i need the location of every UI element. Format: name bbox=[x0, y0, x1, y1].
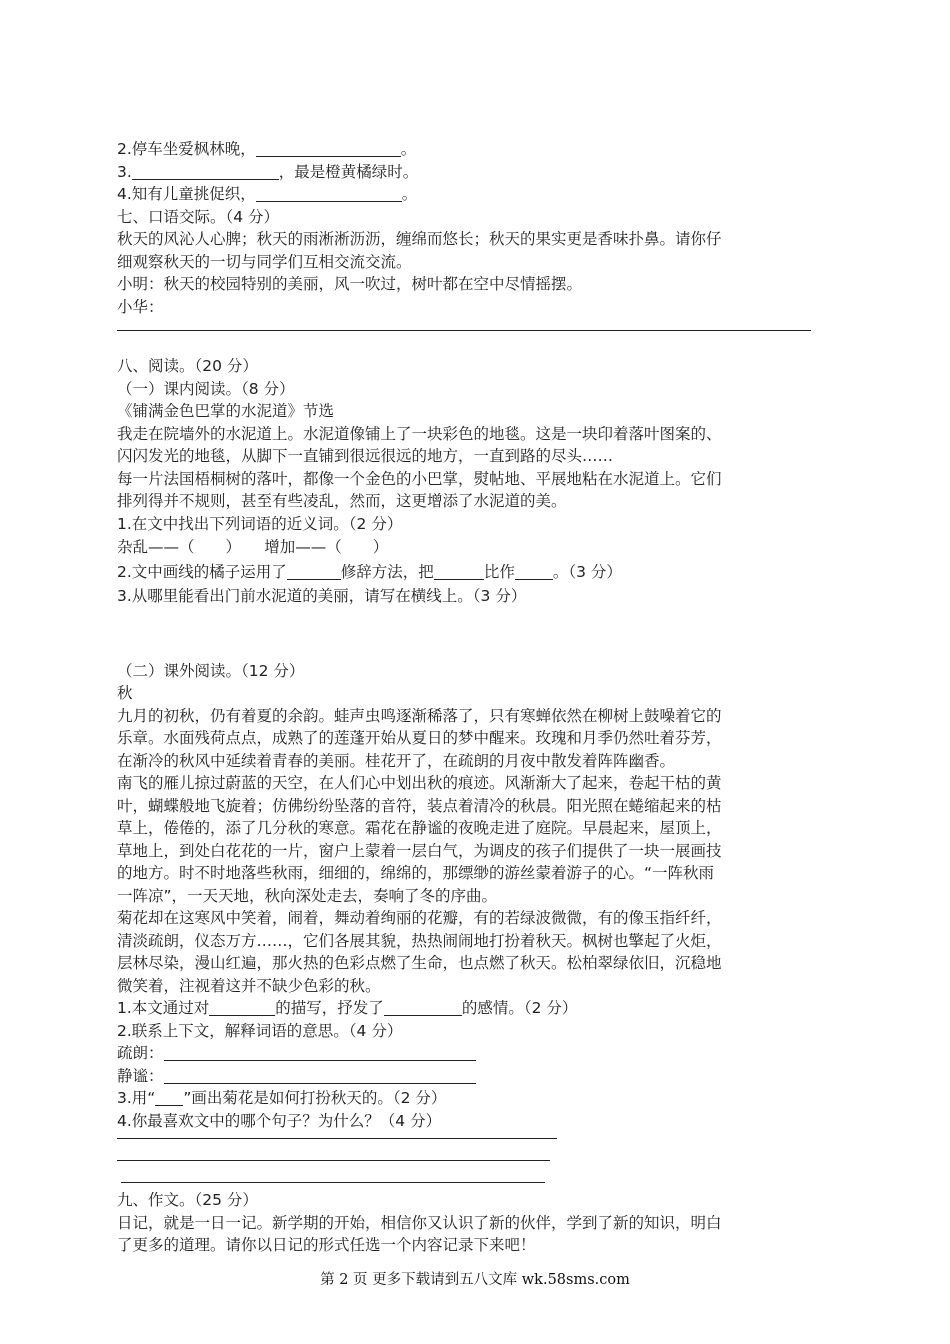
section8-title: 八、阅读。（20 分） bbox=[117, 357, 258, 375]
passage-line: 南飞的雁儿掠过蔚蓝的天空，在人们心中划出秋的痕迹。风渐渐大了起来，卷起干枯的黄 bbox=[117, 774, 722, 792]
section9-title: 九、作文。（25 分） bbox=[117, 1191, 258, 1209]
answer-line[interactable] bbox=[117, 1138, 557, 1139]
question-text-end: 。 bbox=[400, 140, 417, 158]
question-text: 修辞方法，把 bbox=[340, 563, 434, 581]
part1-title: （一）课内阅读。（8 分） bbox=[117, 379, 295, 398]
question-text: ，最是橙黄橘绿时。 bbox=[278, 162, 419, 181]
part1-passage-line: 闪闪发光的地毯，从脚下一直铺到很远很远的地方，一直到路的尽头…… bbox=[117, 447, 614, 465]
page-footer: 第 2 页 更多下载请到五八文库 wk.58sms.com bbox=[320, 1272, 630, 1288]
synonym-blanks: 杂乱——（ ） 增加——（ ） bbox=[117, 538, 389, 556]
answer-blank[interactable] bbox=[132, 162, 279, 180]
part2-question-4: 4.你最喜欢文中的哪个句子？为什么？（4 分） bbox=[117, 1111, 442, 1130]
passage-line: 乐章。水面残荷点点，成熟了的莲蓬开始从夏日的梦中醒来。玫瑰和月季仍然吐着芬芳， bbox=[117, 729, 722, 747]
question-text: 2.文中画线的橘子运用了 bbox=[117, 563, 287, 581]
part2-question-3 bbox=[117, 1087, 837, 1110]
part1-passage-line: 我走在院墙外的水泥道上。水泥道像铺上了一块彩色的地毯。这是一块印着落叶图案的、 bbox=[117, 424, 722, 443]
underline-sample bbox=[155, 1088, 183, 1106]
question-text: 4.知有儿童挑促织， bbox=[117, 185, 256, 203]
answer-blank[interactable] bbox=[287, 562, 341, 580]
question-text: 的感情。（2 分） bbox=[461, 999, 578, 1017]
part1-passage-line: 每一片法国梧桐树的落叶，都像一个金色的小巴掌，熨帖地、平展地粘在水泥道上。它们 bbox=[117, 469, 722, 488]
part2-question-2: 2.联系上下文，解释词语的意思。（4 分） bbox=[117, 1021, 403, 1040]
passage-line: 菊花却在这寒风中笑着，闹着，舞动着绚丽的花瓣，有的若绿波微微，有的像玉指纤纤， bbox=[117, 909, 722, 927]
question-text: 2.停车坐爱枫林晚， bbox=[117, 140, 256, 158]
answer-blank[interactable] bbox=[164, 1043, 476, 1061]
part1-question-2 bbox=[117, 560, 837, 585]
part2-question-1 bbox=[117, 997, 837, 1020]
question-number: 3. bbox=[117, 162, 132, 181]
dialogue-xiaoming: 小明：秋天的校园特别的美丽，风一吹过，树叶都在空中尽情摇摆。 bbox=[117, 275, 583, 293]
passage-line: 微笑着，注视着这并不缺少色彩的秋。 bbox=[117, 976, 381, 995]
word-label: 静谧： bbox=[117, 1066, 164, 1085]
question-text: 的描写，抒发了 bbox=[275, 999, 384, 1017]
answer-blank[interactable] bbox=[384, 998, 462, 1016]
question-text: ”画出菊花是如何打扮秋天的。（2 分） bbox=[183, 1089, 447, 1107]
passage-line: 草地上，到处白花花的一片，窗户上蒙着一层白气，为调皮的孩子们提供了一块一展画技 bbox=[117, 841, 722, 860]
passage-line: 的地方。时不时地落些秋雨，细细的，绵绵的，那缥缈的游丝蒙着游子的心。“一阵秋雨 bbox=[117, 864, 715, 882]
answer-blank[interactable] bbox=[209, 998, 275, 1016]
section7-para-line: 秋天的风沁人心脾；秋天的雨淅淅沥沥，缠绵而悠长；秋天的果实更是香味扑鼻。请你仔 bbox=[117, 230, 722, 248]
word-shulang bbox=[117, 1042, 837, 1065]
passage-line: 草上，倦倦的，添了几分秋的寒意。霜花在静谧的夜晚走进了庭院。早晨起来，屋顶上， bbox=[117, 819, 722, 837]
passage-line: 清淡疏朗，仪态万方……，它们各展其貌，热热闹闹地打扮着秋天。枫树也擎起了火炬， bbox=[117, 931, 722, 950]
poem-question-2 bbox=[117, 138, 837, 161]
answer-line[interactable] bbox=[121, 1182, 545, 1183]
passage-line: 在渐冷的秋风中延续着青春的美丽。桂花开了，在疏朗的月夜中散发着阵阵幽香。 bbox=[117, 751, 676, 770]
question-text: 比作 bbox=[483, 563, 515, 581]
answer-blank[interactable] bbox=[434, 562, 484, 580]
answer-blank[interactable] bbox=[515, 562, 553, 580]
passage-line: 叶，蝴蝶般地飞旋着；仿佛纷纷坠落的音符，装点着清冷的秋晨。阳光照在蜷缩起来的枯 bbox=[117, 796, 722, 815]
section7-para-line: 细观察秋天的一切与同学们互相交流交流。 bbox=[117, 252, 412, 271]
answer-blank[interactable] bbox=[256, 139, 401, 157]
part2-title: （二）课外阅读。（12 分） bbox=[117, 661, 305, 680]
poem-question-3 bbox=[117, 161, 837, 184]
question-text: 3.用“ bbox=[117, 1089, 156, 1107]
passage-line: 层林尽染，漫山红遍，那火热的色彩点燃了生命，也点燃了秋天。松柏翠绿依旧，沉稳地 bbox=[117, 954, 722, 972]
question-text-end: 。 bbox=[401, 185, 418, 203]
part1-question-1: 1.在文中找出下列词语的近义词。（2 分） bbox=[117, 514, 403, 533]
spacer bbox=[117, 608, 837, 660]
word-jingmi bbox=[117, 1065, 837, 1088]
part1-passage-line: 排列得并不规则，甚至有些凌乱，然而，这更增添了水泥道的美。 bbox=[117, 492, 567, 510]
word-label: 疏朗： bbox=[117, 1044, 164, 1062]
passage-line: 一阵凉”，一天天地，秋向深处走去，奏响了冬的序曲。 bbox=[117, 886, 498, 905]
answer-line[interactable] bbox=[117, 330, 811, 331]
section9-para-line: 了更多的道理。请你以日记的形式任选一个内容记录下来吧！ bbox=[117, 1236, 536, 1254]
answer-blank[interactable] bbox=[164, 1066, 476, 1084]
answer-line[interactable] bbox=[117, 1160, 550, 1161]
section9-para-line: 日记，就是一日一记。新学期的开始，相信你又认识了新的伙伴，学到了新的知识，明白 bbox=[117, 1213, 722, 1232]
answer-blank[interactable] bbox=[256, 184, 402, 202]
passage-line: 九月的初秋，仍有着夏的余韵。蛙声虫鸣逐渐稀落了，只有寒蝉依然在柳树上鼓噪着它的 bbox=[117, 706, 722, 725]
poem-question-4 bbox=[117, 183, 837, 206]
question-text: 。（3 分） bbox=[552, 563, 622, 581]
part2-heading: 秋 bbox=[117, 684, 133, 702]
question-text: 1.本文通过对 bbox=[117, 999, 210, 1017]
part1-source: 《铺满金色巴掌的水泥道》节选 bbox=[117, 402, 335, 420]
part1-question-3: 3.从哪里能看出门前水泥道的美丽，请写在横线上。（3 分） bbox=[117, 587, 527, 605]
section7-title: 七、口语交际。（4 分） bbox=[117, 207, 280, 226]
page-content bbox=[117, 138, 837, 1257]
dialogue-xiaohua: 小华： bbox=[117, 297, 164, 316]
